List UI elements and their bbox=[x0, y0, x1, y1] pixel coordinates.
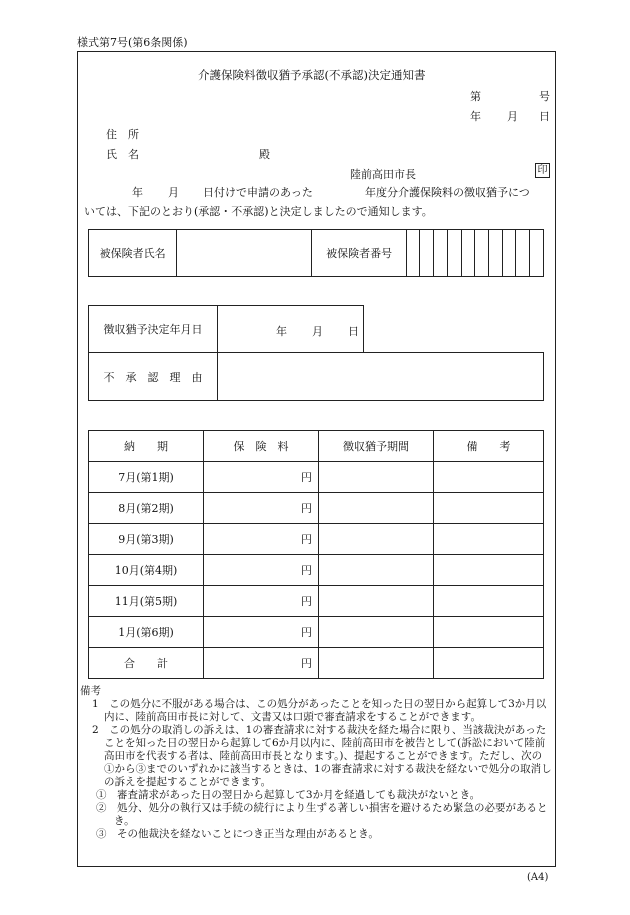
insured-number-digit[interactable] bbox=[447, 230, 461, 277]
honorific: 殿 bbox=[259, 148, 270, 161]
table-row bbox=[89, 493, 544, 524]
schedule-table bbox=[88, 430, 544, 679]
deferral-cell[interactable] bbox=[319, 617, 434, 648]
insured-number-label: 被保険者番号 bbox=[312, 230, 406, 277]
yen-unit: 円 bbox=[301, 657, 312, 670]
period-label: 1月(第6期) bbox=[89, 617, 204, 648]
decision-date-tsuki: 月 bbox=[312, 325, 323, 338]
premium-cell[interactable] bbox=[204, 462, 319, 493]
table-row bbox=[89, 617, 544, 648]
name-label: 氏 名 bbox=[106, 148, 139, 161]
note-1: 1 この処分に不服がある場合は、この処分があったことを知った日の翌日から起算して3か月以内に、陸前高田市長に対して、文書又は口頭で審査請求をすることができます。 bbox=[92, 698, 547, 723]
insured-number-digit[interactable] bbox=[502, 230, 516, 277]
remarks-cell[interactable] bbox=[434, 493, 544, 524]
insured-number-digit[interactable] bbox=[406, 230, 420, 277]
premium-cell[interactable] bbox=[204, 555, 319, 586]
date-hi: 日 bbox=[539, 110, 550, 123]
note-2-case-2: ② 処分、処分の執行又は手続の続行により生ずる著しい損害を避けるため緊急の必要があるとき。 bbox=[96, 802, 548, 827]
notes-heading: 備考 bbox=[80, 685, 101, 697]
decision-date-label: 徴収猶予決定年月日 bbox=[89, 306, 218, 353]
table-row bbox=[89, 524, 544, 555]
insured-number-digit[interactable] bbox=[475, 230, 489, 277]
period-label: 7月(第1期) bbox=[89, 462, 204, 493]
insured-name-field[interactable] bbox=[177, 230, 312, 277]
yen-unit: 円 bbox=[301, 626, 312, 639]
reason-label: 不 承 認 理 由 bbox=[89, 353, 218, 401]
yen-unit: 円 bbox=[301, 533, 312, 546]
deferral-cell[interactable] bbox=[319, 524, 434, 555]
note-2-case-1: ① 審査請求があった日の翌日から起算して3か月を経過しても裁決がないとき。 bbox=[96, 789, 481, 801]
yen-unit: 円 bbox=[301, 471, 312, 484]
insured-number-digit[interactable] bbox=[461, 230, 475, 277]
premium-cell[interactable] bbox=[204, 617, 319, 648]
insured-number-digit[interactable] bbox=[434, 230, 448, 277]
period-label: 8月(第2期) bbox=[89, 493, 204, 524]
header-remarks: 備 考 bbox=[434, 431, 544, 462]
intro-line2: いては、下記のとおり(承認・不承認)と決定しましたので通知します。 bbox=[84, 205, 433, 218]
header-premium: 保 険 料 bbox=[204, 431, 319, 462]
reason-field[interactable] bbox=[218, 353, 544, 401]
decision-date-nen: 年 bbox=[276, 325, 287, 338]
form-id: 様式第7号(第6条関係) bbox=[77, 36, 188, 49]
remarks-cell[interactable] bbox=[434, 648, 544, 679]
period-label: 9月(第3期) bbox=[89, 524, 204, 555]
insured-number-digit[interactable] bbox=[489, 230, 503, 277]
yen-unit: 円 bbox=[301, 595, 312, 608]
yen-unit: 円 bbox=[301, 502, 312, 515]
date-nen: 年 bbox=[470, 110, 481, 123]
note-2-case-3: ③ その他裁決を経ないことにつき正当な理由があるとき。 bbox=[96, 828, 379, 840]
table-row bbox=[89, 555, 544, 586]
premium-total-cell[interactable] bbox=[204, 648, 319, 679]
note-2: 2 この処分の取消しの訴えは、1の審査請求に対する裁決を経た場合に限り、当該裁決があったことを知った日の翌日から起算して6か月以内に、陸前高田市を被告として(訴訟において陸前高田市を代表する者は、陸前高田市長となります。)、提起することができます。ただし、次の①から③までのいずれかに該当するときは、1の審査請求に対する裁決を経ないで処分の取消しの訴えを提起することができます。 bbox=[92, 724, 552, 788]
total-label: 合 計 bbox=[89, 648, 204, 679]
document-title: 介護保険料徴収猶予承認(不承認)決定通知書 bbox=[198, 68, 426, 82]
decision-date-hi: 日 bbox=[348, 325, 359, 338]
deferral-cell[interactable] bbox=[319, 493, 434, 524]
premium-cell[interactable] bbox=[204, 493, 319, 524]
header-deferral-period: 徴収猶予期間 bbox=[319, 431, 434, 462]
deferral-cell[interactable] bbox=[319, 462, 434, 493]
header-noki: 納 期 bbox=[89, 431, 204, 462]
table-row bbox=[89, 462, 544, 493]
premium-cell[interactable] bbox=[204, 524, 319, 555]
deferral-cell[interactable] bbox=[319, 555, 434, 586]
table-row-total bbox=[89, 648, 544, 679]
number-dai: 第 bbox=[470, 90, 481, 103]
remarks-cell[interactable] bbox=[434, 555, 544, 586]
table-row bbox=[89, 586, 544, 617]
insured-number-digit[interactable] bbox=[516, 230, 530, 277]
intro-nen: 年 bbox=[132, 186, 143, 199]
deferral-cell[interactable] bbox=[319, 586, 434, 617]
seal-mark: 印 bbox=[535, 163, 550, 178]
premium-cell[interactable] bbox=[204, 586, 319, 617]
remarks-cell[interactable] bbox=[434, 462, 544, 493]
insured-number-digit[interactable] bbox=[420, 230, 434, 277]
deferral-cell[interactable] bbox=[319, 648, 434, 679]
decision-date-field[interactable] bbox=[218, 306, 364, 353]
mayor-title: 陸前高田市長 bbox=[350, 168, 416, 181]
yen-unit: 円 bbox=[301, 564, 312, 577]
paper-size: (A4) bbox=[527, 872, 549, 883]
intro-tail: 年度分介護保険料の徴収猶予につ bbox=[365, 186, 530, 199]
insured-number-digit[interactable] bbox=[530, 230, 544, 277]
remarks-cell[interactable] bbox=[434, 524, 544, 555]
remarks-cell[interactable] bbox=[434, 617, 544, 648]
reason-table bbox=[88, 352, 544, 401]
intro-text: 日付けで申請のあった bbox=[203, 186, 313, 199]
address-label: 住 所 bbox=[106, 128, 139, 141]
notes-section bbox=[80, 685, 552, 841]
insured-table bbox=[88, 229, 544, 277]
period-label: 11月(第5期) bbox=[89, 586, 204, 617]
insured-name-label: 被保険者氏名 bbox=[89, 230, 177, 277]
decision-date-table bbox=[88, 305, 364, 353]
intro-tsuki: 月 bbox=[168, 186, 179, 199]
number-go: 号 bbox=[539, 90, 550, 103]
period-label: 10月(第4期) bbox=[89, 555, 204, 586]
remarks-cell[interactable] bbox=[434, 586, 544, 617]
date-tsuki: 月 bbox=[507, 110, 518, 123]
